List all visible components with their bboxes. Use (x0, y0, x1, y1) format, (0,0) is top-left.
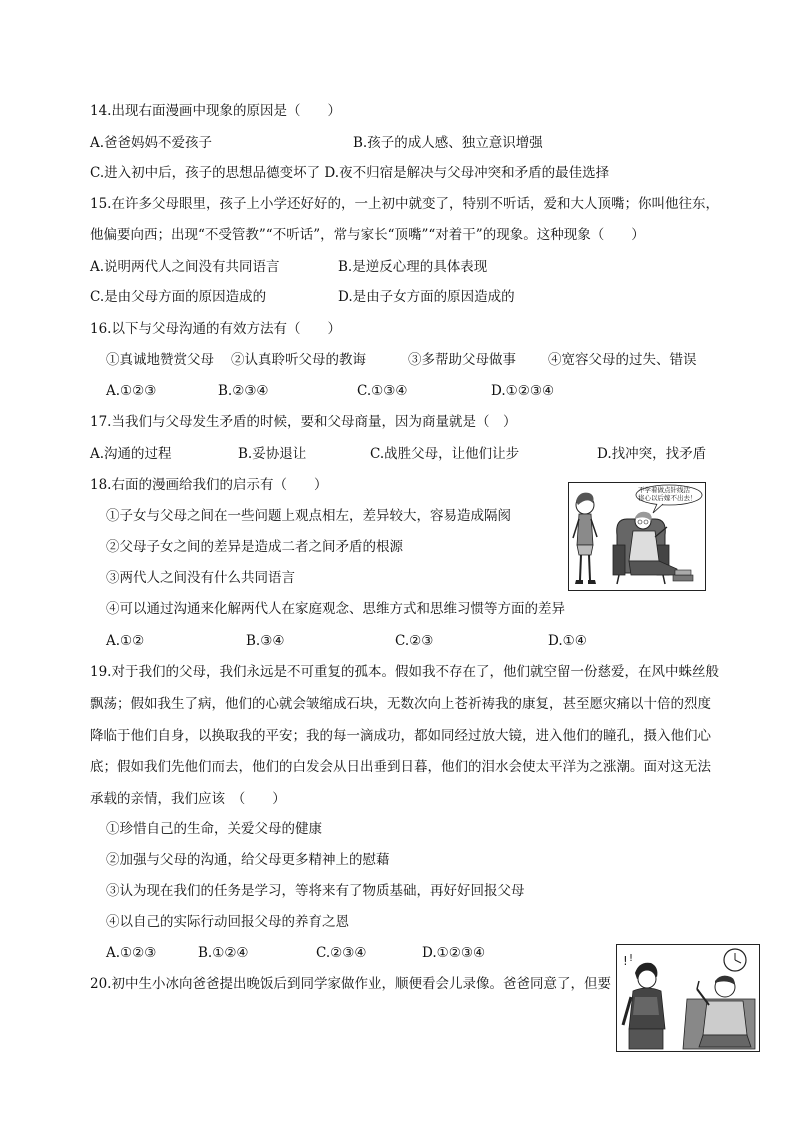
q15-option-d: D.是由子女方面的原因造成的 (338, 289, 515, 305)
q19-option-c: C.②③④ (316, 945, 367, 961)
q18-option-a: A.①② (106, 633, 145, 649)
q16-statement-2: ②认真聆听父母的教诲 (231, 352, 366, 368)
q18-statement-2: ②父母子女之间的差异是造成二者之间矛盾的根源 (106, 539, 403, 555)
q18-stem: 18.右面的漫画给我们的启示有（ ） (90, 477, 328, 493)
q16-statement-4: ④宽容父母的过失、错误 (548, 352, 697, 368)
q14-option-a: A.爸爸妈妈不爱孩子 (90, 135, 213, 151)
q16-statement-1: ①真诚地赞赏父母 (106, 352, 214, 368)
q18-option-b: B.③④ (246, 633, 285, 649)
q18-option-d: D.①④ (548, 633, 587, 649)
q14-option-b: B.孩子的成人感、独立意识增强 (353, 135, 543, 151)
svg-text:!: ! (629, 953, 634, 964)
q15-stem-line2: 他偏要向西；出现“不受管教”“不听话”，常与家长“顶嘴”“对着干”的现象。这种现象（ ） (90, 227, 645, 243)
svg-text:!: ! (623, 954, 628, 968)
q18-statement-3: ③两代人之间没有什么共同语言 (106, 570, 295, 586)
q19-statement-2: ②加强与父母的沟通，给父母更多精神上的慰藉 (106, 852, 390, 868)
q19-option-b: B.①②④ (198, 945, 249, 961)
q19-stem-line3: 降临于他们自身，以换取我的平安；我的每一滴成功，都如同经过放大镜，进入他们的瞳孔，摄入他们心 (90, 728, 711, 744)
q16-stem: 16.以下与父母沟通的有效方法有（ ） (90, 321, 341, 337)
q17-stem: 17.当我们与父母发生矛盾的时候，要和父母商量，因为商量就是（ ） (90, 414, 517, 430)
q16-option-b: B.②③④ (218, 383, 269, 399)
q16-option-d: D.①②③④ (491, 383, 555, 399)
q17-option-a: A.沟通的过程 (90, 446, 172, 462)
q18-statement-4: ④可以通过沟通来化解两代人在家庭观念、思维方式和思维习惯等方面的差异 (106, 601, 565, 617)
q16-option-a: A.①②③ (106, 383, 157, 399)
q18-statement-1: ①子女与父母之间在一些问题上观点相左，差异较大，容易造成隔阂 (106, 508, 511, 524)
q16-option-c: C.①③④ (357, 383, 408, 399)
q19-stem-line1: 19.对于我们的父母，我们永远是不可重复的孤本。假如我不存在了，他们就空留一份慈爱，在风中蛛丝般 (90, 664, 719, 680)
q18-cartoon-speech-1: 不学着做点针线活 (638, 486, 690, 494)
q17-option-c: C.战胜父母，让他们让步 (370, 446, 520, 462)
q18-option-c: C.②③ (395, 633, 434, 649)
q19-stem-line2: 飘荡；假如我生了病，他们的心就会皱缩成石块，无数次向上苍祈祷我的康复，甚至愿灾痛以十倍的烈度 (90, 696, 711, 712)
q19-option-a: A.①②③ (106, 945, 157, 961)
q19-stem-line4: 底；假如我们先他们而去，他们的白发会从日出垂到日暮，他们的泪水会使太平洋为之涨潮。面对这无法 (90, 759, 711, 775)
q19-statement-4: ④以自己的实际行动回报父母的养育之恩 (106, 914, 349, 930)
q15-option-a: A.说明两代人之间没有共同语言 (90, 259, 280, 275)
q16-statement-3: ③多帮助父母做事 (408, 352, 516, 368)
q20-stem-line1: 20.初中生小冰向爸爸提出晚饭后到同学家做作业，顺便看会儿录像。爸爸同意了，但要 (90, 976, 611, 992)
q20-cartoon-drawing (617, 945, 759, 1051)
q14-stem: 14.出现右面漫画中现象的原因是（ ） (90, 103, 341, 119)
q15-option-c: C.是由父母方面的原因造成的 (90, 289, 267, 305)
q19-stem-line5: 承载的亲情，我们应该 （ ） (90, 791, 286, 807)
q18-cartoon (568, 482, 706, 591)
q19-statement-1: ①珍惜自己的生命，关爱父母的健康 (106, 821, 322, 837)
q17-option-b: B.妥协退让 (238, 446, 307, 462)
q19-option-d: D.①②③④ (422, 945, 486, 961)
q14-option-cd: C.进入初中后，孩子的思想品德变坏了 D.夜不归宿是解决与父母冲突和矛盾的最佳选择 (90, 165, 610, 181)
q18-cartoon-speech-2: 将心以后嫁不出去！ (638, 494, 697, 502)
q20-cartoon (616, 944, 760, 1052)
q19-statement-3: ③认为现在我们的任务是学习，等将来有了物质基础，再好好回报父母 (106, 883, 525, 899)
q15-option-b: B.是逆反心理的具体表现 (338, 259, 488, 275)
q17-option-d: D.找冲突，找矛盾 (597, 446, 707, 462)
q15-stem-line1: 15.在许多父母眼里，孩子上小学还好好的，一上初中就变了，特别不听话，爱和大人顶嘴；你叫他往东， (90, 196, 719, 212)
